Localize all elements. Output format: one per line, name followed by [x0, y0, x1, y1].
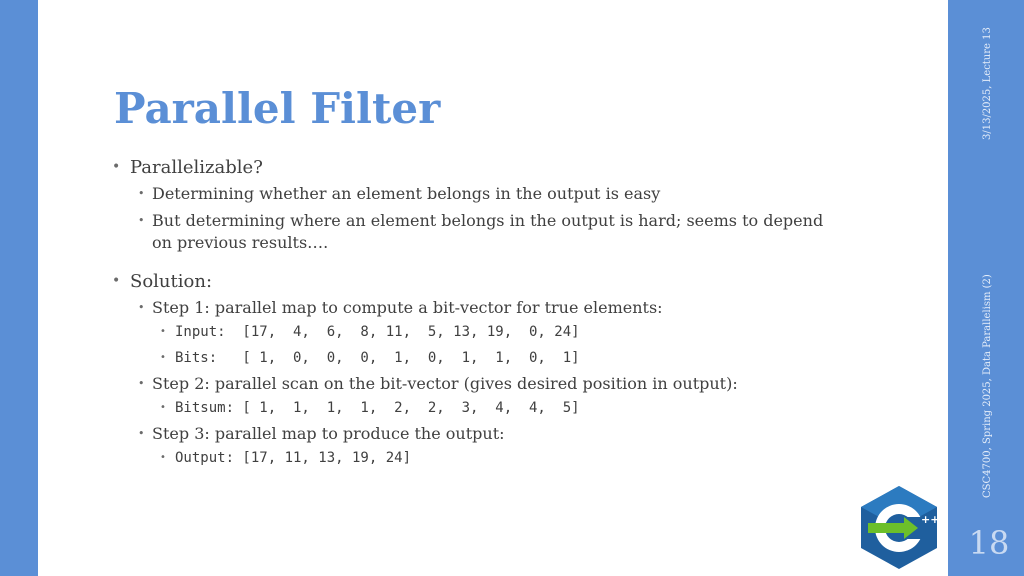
slide-title: Parallel Filter	[114, 84, 441, 133]
svg-text:++: ++	[921, 513, 940, 526]
bullet-parallelizable: • Parallelizable?	[112, 154, 832, 181]
code-line-bits: • Bits: [ 1, 0, 0, 0, 1, 0, 1, 1, 0, 1]	[112, 345, 832, 371]
code-line-input: • Input: [17, 4, 6, 8, 11, 5, 13, 19, 0, 24]	[112, 319, 832, 345]
sub-bullet-hard: • But determining where an element belongs in the output is hard; seems to depend on previous results….	[112, 210, 832, 254]
date-label: 3/13/2025, Lecture 13	[982, 27, 993, 140]
cpp-logo-icon	[858, 484, 940, 570]
slide-content	[112, 154, 832, 471]
sub-bullet-easy: • Determining whether an element belongs in the output is easy	[112, 183, 832, 205]
sub-bullet-step2: • Step 2: parallel scan on the bit-vector (gives desired position in output):	[112, 373, 832, 395]
left-accent-bar	[0, 0, 38, 576]
sub-bullet-step1: • Step 1: parallel map to compute a bit-vector for true elements:	[112, 297, 832, 319]
course-label: CSC4700, Spring 2025, Data Parallelism (2)	[982, 274, 993, 498]
code-line-bitsum: • Bitsum: [ 1, 1, 1, 1, 2, 2, 3, 4, 4, 5]	[112, 395, 832, 421]
slide-number: 18	[968, 524, 1010, 562]
bullet-solution: • Solution:	[112, 268, 832, 295]
sub-bullet-step3: • Step 3: parallel map to produce the output:	[112, 423, 832, 445]
code-line-output: • Output: [17, 11, 13, 19, 24]	[112, 445, 832, 471]
